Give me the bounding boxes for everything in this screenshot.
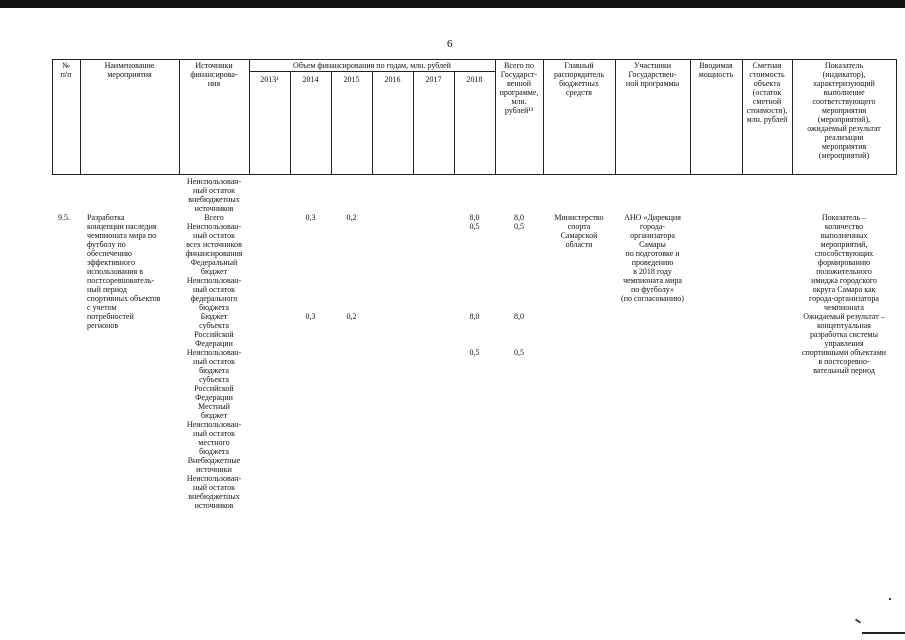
header-num: № п/п (60, 61, 72, 79)
row-sources: Всего Неиспользован- ный остаток всех источников финансирования Федеральный бюджет Неиспользован- ный остаток федерального бюджета Бюджет субъекта Российской Федерации Неиспользован- ный остаток бюджета субъекта Российской Федерации Местный бюджет Неиспользован- ный остаток местного бюджета Внебюджетные источники Неиспользован- ный остаток внебюджетных источников (185, 213, 243, 510)
header-year-2013: 2013¹ (260, 75, 279, 84)
header-total: Всего по Государст- венной программе, млн. рублей¹³ (499, 61, 539, 115)
header-year-2018: 2018 (466, 75, 483, 84)
row-name: Разработка концепции наследия чемпионата мира по футболу по обеспечению эффективного использования в постсоревнователь- ный период спортивных объектов с учетом потребностей регионов (87, 213, 161, 330)
value-region-unused-2018: 0,5 (469, 348, 480, 357)
value-region-unused-sum: 0,5 (514, 348, 524, 357)
header-year-2014: 2014 (302, 75, 319, 84)
row-number: 9.5. (58, 213, 70, 222)
header-participants: Участники Государствен- ной программы (625, 61, 680, 88)
value-region-sum: 8,0 (514, 312, 524, 321)
header-funding-title: Объем финансирования по годам, млн. рублей (293, 61, 451, 70)
header-capacity: Вводимая мощность (698, 61, 734, 79)
value-total-2014: 0,3 (305, 213, 316, 222)
header-indicator: Показатель (индикатор), характеризующий выполнение соответствующего мероприятия (мероприятий), ожидаемый результат реализации мероприятия (мероприятий) (807, 61, 881, 160)
value-total-sum: 8,0 (514, 213, 524, 222)
carry-over-sources: Неиспользован- ный остаток внебюджетных источников (186, 177, 242, 213)
value-total-2015: 0,2 (346, 213, 357, 222)
header-manager: Главный распорядитель бюджетных средств (553, 61, 605, 97)
page-number: 6 (447, 38, 453, 50)
value-unused-sum: 0,5 (514, 222, 524, 231)
value-total-2018: 8,0 (469, 213, 480, 222)
value-region-2018: 8,0 (469, 312, 480, 321)
row-manager: Министерство спорта Самарской области (554, 213, 604, 249)
header-year-2015: 2015 (343, 75, 360, 84)
header-estimate: Сметная стоимость объекта (остаток сметной стоимости), млн. рублей (746, 61, 788, 124)
row-participants: АНО «Дирекция города- организатора Самары по подготовке и проведению в 2018 году чемпионата мира по футболу» (по согласованию) (621, 213, 684, 303)
header-year-2017: 2017 (425, 75, 442, 84)
value-unused-2018: 0,5 (469, 222, 480, 231)
scan-artifact-dot (889, 598, 891, 600)
header-name: Наименование мероприятия (104, 61, 155, 79)
scan-top-border (0, 0, 905, 8)
scan-artifact-mark (855, 618, 861, 623)
scan-bottom-edge (862, 632, 905, 634)
header-year-2016: 2016 (384, 75, 401, 84)
row-indicator: Показатель – количество выполненных мероприятий, способствующих формированию положительного имиджа городского округа Самара как города-организатора чемпионата Ожидаемый результат – концептуальная разработка системы управления спортивными объектами в постсоревно- вательный период (801, 213, 887, 375)
value-region-2014: 0,3 (305, 312, 316, 321)
value-region-2015: 0,2 (346, 312, 357, 321)
header-sources: Источники финансирова- ния (190, 61, 238, 88)
